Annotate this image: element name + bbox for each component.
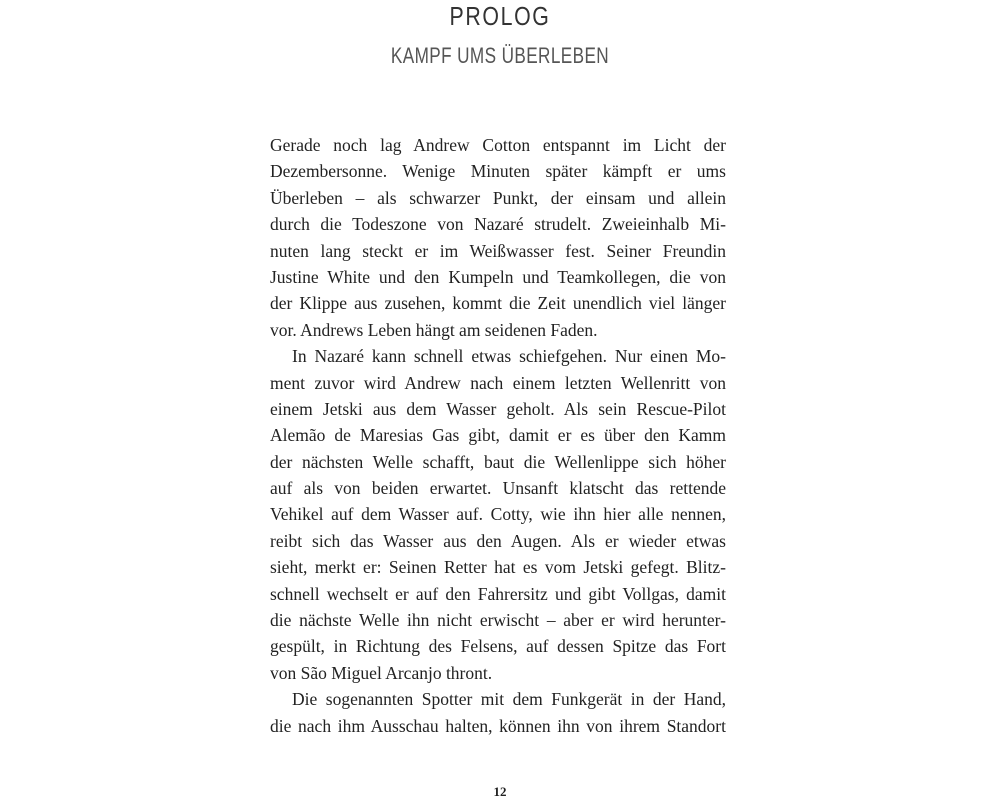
- text-line: Überleben – als schwarzer Punkt, der einsam und allein: [270, 187, 726, 208]
- text-line: der Klippe aus zusehen, kommt die Zeit unendlich viel länger: [270, 293, 726, 314]
- text-line: von São Miguel Arcanjo thront.: [270, 662, 493, 683]
- text-line: In Nazaré kann schnell etwas schiefgehen. Nur einen Mo-: [292, 346, 726, 367]
- text-line: nuten lang steckt er im Weißwasser fest. Seiner Freundin: [270, 240, 726, 261]
- text-line: gespült, in Richtung des Felsens, auf dessen Spitze das Fort: [270, 636, 726, 657]
- text-line: Gerade noch lag Andrew Cotton entspannt im Licht der: [270, 135, 726, 155]
- text-line: ment zuvor wird Andrew nach einem letzten Wellenritt von: [270, 372, 726, 393]
- text-line: auf als von beiden erwartet. Unsanft klatscht das rettende: [270, 478, 726, 499]
- text-line: schnell wechselt er auf den Fahrersitz und gibt Vollgas, damit: [270, 583, 726, 604]
- text-line: Dezembersonne. Wenige Minuten später kämpft er ums: [270, 161, 726, 182]
- text-line: Justine White und den Kumpeln und Teamkollegen, die von: [270, 266, 726, 287]
- text-line: Alemão de Maresias Gas gibt, damit er es über den Kamm: [270, 425, 726, 446]
- text-line: der nächsten Welle schafft, baut die Wellenlippe sich höher: [270, 451, 726, 472]
- text-line: Vehikel auf dem Wasser auf. Cotty, wie ihn hier alle nennen,: [270, 504, 726, 525]
- page-number: 12: [493, 784, 507, 799]
- chapter-subtitle: KAMPF UMS ÜBERLEBEN: [390, 43, 610, 68]
- text-line: reibt sich das Wasser aus den Augen. Als er wieder etwas: [270, 530, 726, 551]
- body-text: [270, 132, 726, 739]
- text-line: sieht, merkt er: Seinen Retter hat es vom Jetski gefegt. Blitz-: [270, 557, 726, 578]
- chapter-title: PROLOG: [449, 1, 551, 31]
- text-line: vor. Andrews Leben hängt am seidenen Faden.: [270, 319, 598, 340]
- text-line: die nach ihm Ausschau halten, können ihn von ihrem Standort: [270, 715, 726, 736]
- text-line: die nächste Welle ihn nicht erwischt – aber er wird herunter-: [270, 610, 726, 631]
- text-line: durch die Todeszone von Nazaré strudelt. Zweieinhalb Mi-: [270, 214, 726, 235]
- text-line: einem Jetski aus dem Wasser geholt. Als sein Rescue-Pilot: [270, 398, 726, 419]
- text-line: Die sogenannten Spotter mit dem Funkgerät in der Hand,: [292, 689, 726, 710]
